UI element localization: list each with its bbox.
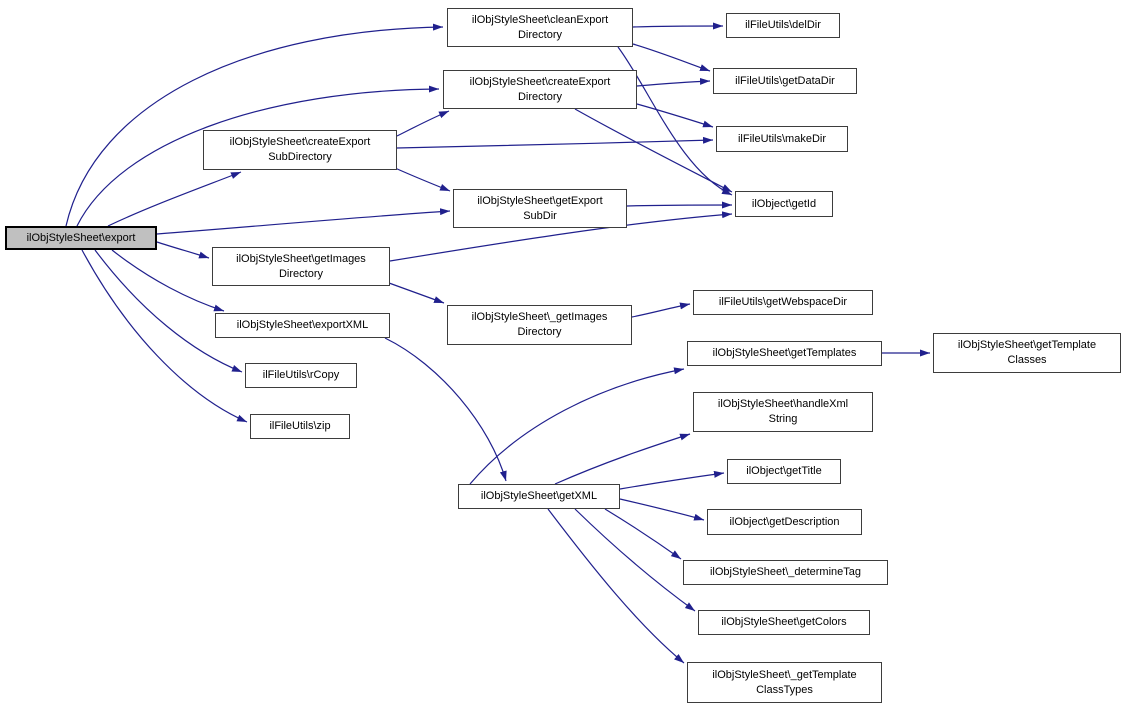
node-label-line: ilObjStyleSheet\cleanExport xyxy=(471,13,609,26)
node-label-line: Directory xyxy=(517,90,562,103)
node-makeDir[interactable] xyxy=(716,126,848,152)
node-label-line: ilObjStyleSheet\createExport xyxy=(469,75,611,88)
node-label-line: SubDirectory xyxy=(268,151,332,163)
node-_getTemplateClassTypes[interactable] xyxy=(687,662,882,703)
node-_determineTag[interactable] xyxy=(683,560,888,585)
edge-getXML-to-getColors xyxy=(575,509,695,611)
node-label-line: String xyxy=(768,413,798,425)
edge-createExportSubDirectory-to-getExportSubDir xyxy=(395,168,450,191)
node-label-line: ilObjStyleSheet\getTemplate xyxy=(957,339,1097,352)
node-label-line: ilObjStyleSheet\handleXml xyxy=(717,398,849,411)
node-label-line: ilObject\getDescription xyxy=(729,515,840,528)
node-label-line: Directory xyxy=(517,326,562,338)
node-getXML[interactable] xyxy=(458,484,620,509)
node-label-line: ilObjStyleSheet\exportXML xyxy=(236,319,369,332)
edge-exportXML-to-getXML xyxy=(385,338,506,481)
node-label-line: ilFileUtils\delDir xyxy=(745,19,821,32)
edge-getXML-to-_determineTag xyxy=(605,509,681,559)
node-label-line: ClassTypes xyxy=(756,683,813,696)
edge-createExportSubDirectory-to-makeDir xyxy=(397,140,713,148)
edge-export-to-createExportSubDirectory xyxy=(108,172,241,226)
node-export xyxy=(5,226,157,250)
node-getTemplates[interactable] xyxy=(687,341,882,366)
edge-export-to-getExportSubDir xyxy=(157,211,450,234)
node-getTitle[interactable] xyxy=(727,459,841,484)
node-cleanExportDirectory[interactable] xyxy=(447,8,633,47)
node-getExportSubDir[interactable] xyxy=(453,189,627,228)
node-_getImagesDirectory[interactable] xyxy=(447,305,632,345)
node-label-line: ilObjStyleSheet\_getTemplate xyxy=(712,668,857,681)
node-label-line: ilFileUtils\rCopy xyxy=(262,369,340,382)
node-delDir[interactable] xyxy=(726,13,840,38)
edge-export-to-getImagesDirectory xyxy=(157,242,209,258)
edge-getXML-to-getTemplates xyxy=(470,369,684,484)
node-getWebspaceDir[interactable] xyxy=(693,290,873,315)
node-label-line: ilObjStyleSheet\_determineTag xyxy=(709,566,862,579)
node-label-line: ilFileUtils\getWebspaceDir xyxy=(718,296,848,309)
node-label-line: ilObjStyleSheet\createExport xyxy=(229,136,371,149)
node-getId[interactable] xyxy=(735,191,833,217)
node-label-line: ilFileUtils\zip xyxy=(269,420,331,433)
node-getImagesDirectory[interactable] xyxy=(212,247,390,286)
node-label-line: ilObjStyleSheet\getXML xyxy=(480,490,598,503)
node-label-line: ilObjStyleSheet\_getImages xyxy=(471,311,608,324)
node-label-line: ilObjStyleSheet\getTemplates xyxy=(712,347,857,360)
node-label-line: ilObject\getId xyxy=(751,197,817,210)
edge-createExportDirectory-to-getDataDir xyxy=(637,81,710,86)
node-label-line: ilObjStyleSheet\getColors xyxy=(721,616,847,629)
node-label-line: Directory xyxy=(517,28,562,41)
edge-getExportSubDir-to-getId xyxy=(627,205,732,206)
edge-export-to-cleanExportDirectory xyxy=(66,27,443,226)
edge-export-to-exportXML xyxy=(112,250,224,311)
edge-getXML-to-getDescription xyxy=(620,499,704,520)
node-getColors[interactable] xyxy=(698,610,870,635)
node-createExportDirectory[interactable] xyxy=(443,70,637,109)
edge-getXML-to-getTitle xyxy=(620,473,724,489)
edge-createExportSubDirectory-to-createExportDirectory xyxy=(397,111,449,136)
node-label-line: Classes xyxy=(1007,354,1047,366)
node-label-line: SubDir xyxy=(523,209,557,222)
edge-createExportDirectory-to-getId xyxy=(575,109,732,192)
node-label-line: ilObjStyleSheet\getExport xyxy=(477,194,603,207)
node-label-line: ilObject\getTitle xyxy=(746,465,822,478)
edge-createExportDirectory-to-makeDir xyxy=(637,104,713,127)
edge-getXML-to-_getTemplateClassTypes xyxy=(548,509,684,663)
node-getDataDir[interactable] xyxy=(713,68,857,94)
node-label-line: ilFileUtils\makeDir xyxy=(737,132,826,145)
edge-_getImagesDirectory-to-getWebspaceDir xyxy=(632,304,690,317)
node-handleXmlString[interactable] xyxy=(693,392,873,432)
edge-cleanExportDirectory-to-getDataDir xyxy=(633,44,710,71)
node-label-line: ilObjStyleSheet\getImages xyxy=(236,252,366,265)
node-zip[interactable] xyxy=(250,414,350,439)
node-getDescription[interactable] xyxy=(707,509,862,535)
edge-getImagesDirectory-to-_getImagesDirectory xyxy=(389,283,444,303)
node-exportXML[interactable] xyxy=(215,313,390,338)
edge-cleanExportDirectory-to-delDir xyxy=(633,26,723,27)
node-getTemplateClasses[interactable] xyxy=(933,333,1121,373)
node-label-line: ilFileUtils\getDataDir xyxy=(735,74,835,87)
edge-getXML-to-handleXmlString xyxy=(555,434,690,484)
node-rCopy[interactable] xyxy=(245,363,357,388)
node-label-line: Directory xyxy=(278,267,323,280)
node-createExportSubDirectory[interactable] xyxy=(203,130,397,170)
node-label-line: ilObjStyleSheet\export xyxy=(26,231,136,244)
